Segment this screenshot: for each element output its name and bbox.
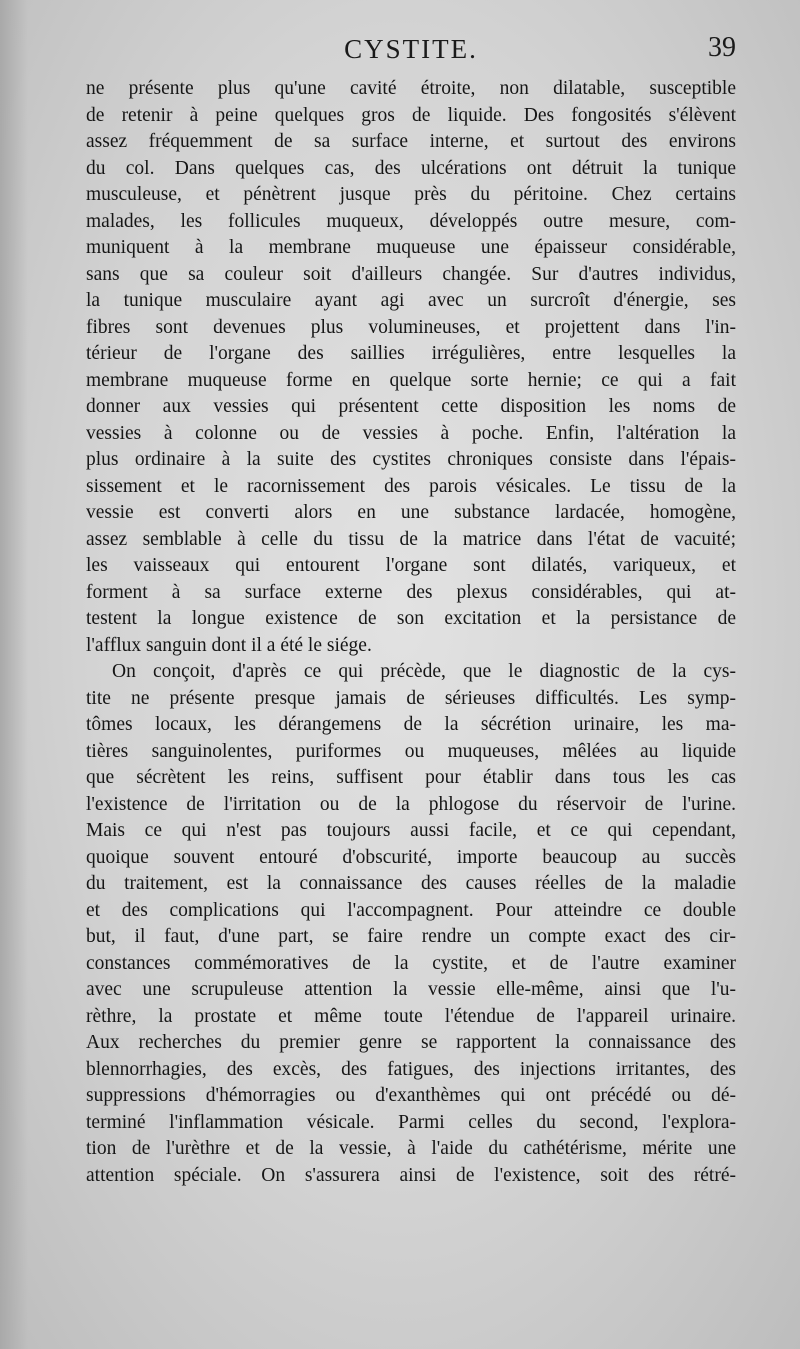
- text-line: musculeuse, et pénètrent jusque près du péritoine. Chez certains: [86, 184, 736, 205]
- text-line: membrane muqueuse forme en quelque sorte hernie; ce qui a fait: [86, 369, 736, 391]
- text-line: suppressions d'hémorragies ou d'exanthèmes qui ont précédé ou dé-: [86, 1085, 736, 1106]
- text-line: que sécrètent les reins, suffisent pour établir dans tous les cas: [86, 767, 736, 788]
- text-line: fibres sont devenues plus volumineuses, et projettent dans l'in-: [86, 316, 736, 338]
- paragraph-end-line: l'afflux sanguin dont il a été le siége.: [86, 634, 372, 656]
- body-text: [86, 76, 736, 1189]
- text-line: forment à sa surface externe des plexus considérables, qui at-: [86, 581, 736, 603]
- text-line: blennorrhagies, des excès, des fatigues, des injections irritantes, des: [86, 1058, 736, 1080]
- text-line: les vaisseaux qui entourent l'organe sont dilatés, variqueux, et: [86, 555, 736, 576]
- text-line: de retenir à peine quelques gros de liquide. Des fongosités s'élèvent: [86, 104, 736, 126]
- text-line: vessie est converti alors en une substance lardacée, homogène,: [86, 502, 736, 523]
- text-line: muniquent à la membrane muqueuse une épaisseur considérable,: [86, 237, 736, 258]
- text-line: ne présente plus qu'une cavité étroite, non dilatable, susceptible: [86, 78, 736, 99]
- text-line: donner aux vessies qui présentent cette disposition les noms de: [86, 396, 736, 417]
- text-line: avec une scrupuleuse attention la vessie elle-même, ainsi que l'u-: [86, 979, 736, 1000]
- text-line: malades, les follicules muqueux, développés outre mesure, com-: [86, 210, 736, 232]
- text-line: rèthre, la prostate et même toute l'étendue de l'appareil urinaire.: [86, 1005, 736, 1027]
- text-line: vessies à colonne ou de vessies à poche. Enfin, l'altération la: [86, 422, 736, 444]
- text-line: but, il faut, d'une part, se faire rendre un compte exact des cir-: [86, 926, 736, 947]
- paragraph-start-line: On conçoit, d'après ce qui précède, que le diagnostic de la cys-: [112, 661, 736, 682]
- page-number: 39: [708, 32, 736, 63]
- text-line: terminé l'inflammation vésicale. Parmi celles du second, l'explora-: [86, 1111, 736, 1133]
- text-line: l'existence de l'irritation ou de la phlogose du réservoir de l'urine.: [86, 793, 736, 815]
- gutter-shadow: [0, 0, 28, 1349]
- text-line: sissement et le racornissement des parois vésicales. Le tissu de la: [86, 475, 736, 497]
- page-header: [86, 30, 736, 74]
- text-line: térieur de l'organe des saillies irrégulières, entre lesquelles la: [86, 343, 736, 364]
- text-line: tite ne présente presque jamais de sérieuses difficultés. Les symp-: [86, 687, 736, 709]
- text-line: tières sanguinolentes, puriformes ou muqueuses, mêlées au liquide: [86, 740, 736, 762]
- text-line: Aux recherches du premier genre se rapportent la connaissance des: [86, 1032, 736, 1053]
- text-line: tômes locaux, les dérangemens de la sécrétion urinaire, les ma-: [86, 714, 736, 735]
- text-line: du col. Dans quelques cas, des ulcérations ont détruit la tunique: [86, 157, 736, 179]
- text-line: assez fréquemment de sa surface interne, et surtout des environs: [86, 131, 736, 152]
- text-line: assez semblable à celle du tissu de la matrice dans l'état de vacuité;: [86, 528, 736, 550]
- text-line: plus ordinaire à la suite des cystites chroniques consiste dans l'épais-: [86, 449, 736, 470]
- text-line: sans que sa couleur soit d'ailleurs changée. Sur d'autres individus,: [86, 263, 736, 285]
- text-line: Mais ce qui n'est pas toujours aussi facile, et ce qui cependant,: [86, 820, 736, 841]
- text-line: constances commémoratives de la cystite, et de l'autre examiner: [86, 952, 736, 974]
- text-line: et des complications qui l'accompagnent. Pour atteindre ce double: [86, 899, 736, 921]
- text-line: du traitement, est la connaissance des causes réelles de la maladie: [86, 873, 736, 894]
- text-line: quoique souvent entouré d'obscurité, importe beaucoup au succès: [86, 846, 736, 868]
- text-line: attention spéciale. On s'assurera ainsi de l'existence, soit des rétré-: [86, 1164, 736, 1186]
- text-line: la tunique musculaire ayant agi avec un surcroît d'énergie, ses: [86, 290, 736, 311]
- text-line: tion de l'urèthre et de la vessie, à l'aide du cathétérisme, mérite une: [86, 1138, 736, 1159]
- text-line: testent la longue existence de son excitation et la persistance de: [86, 608, 736, 629]
- running-title: CYSTITE.: [344, 34, 478, 64]
